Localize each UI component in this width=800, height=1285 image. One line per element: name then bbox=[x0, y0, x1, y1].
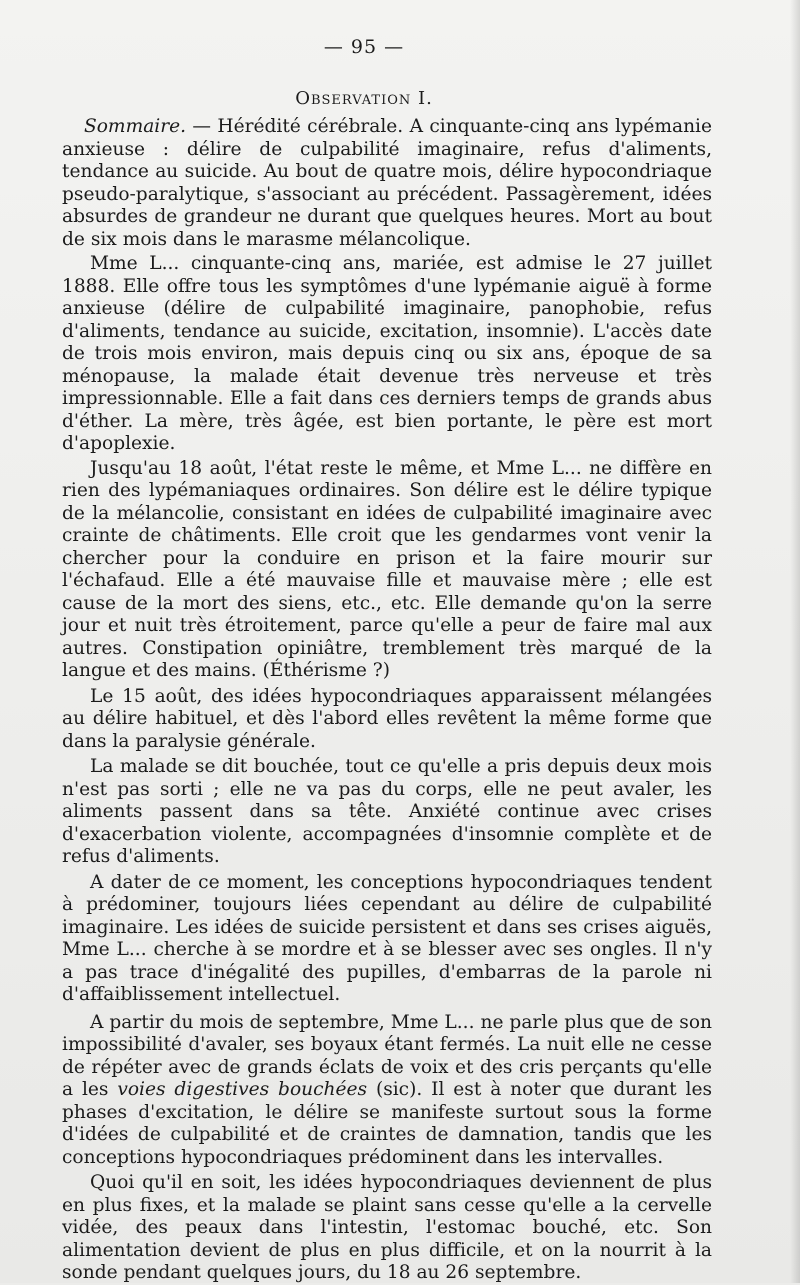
paragraph-august-18: Jusqu'au 18 août, l'état reste le même, et Mme L... ne diffère en rien des lypémaniaques ordinaires. Son délire est le délire typique de la mélancolie, consistant en idées de culpabilité imaginaire avec crainte de châtiments. Elle croit que les gendarmes vont venir la chercher pour la conduire en prison et la faire mourir sur l'échafaud. Elle a été mauvaise fille et mauvaise mère ; elle est cause de la mort des siens, etc., etc. Elle demande qu'on la serre jour et nuit très étroitement, parce qu'elle a peur de faire mal aux autres. Constipation opiniâtre, tremblement très marqué de la langue et des mains. (Éthérisme ?) bbox=[62, 457, 712, 681]
paragraph-hypocondriaque: A dater de ce moment, les conceptions hypocondriaques tendent à prédominer, toujours liées cependant au délire de culpabilité imaginaire. Les idées de suicide persistent et dans ses crises aiguës, Mme L... cherche à se mordre et à se blesser avec ses ongles. Il n'y a pas trace d'inégalité des pupilles, d'embarras de la parole ni d'affaiblissement intellectuel. bbox=[62, 871, 712, 1005]
paragraph-septembre-start: A partir du mois de septembre, Mme L... ne parle plus que de son impossibilité d'avaler, ses boyaux étant fermés. La nuit elle ne cesse de répéter avec de grands éclats de voix et des cris perçants qu'elle a les bbox=[62, 1011, 712, 1100]
italic-phrase: voies digestives bouchées bbox=[117, 1079, 368, 1100]
paragraph-septembre-end: (sic). Il est à noter que durant les phases d'excitation, le délire se manifeste surtout sous la forme d'idées de culpabilité et de craintes de damnation, tandis que les conceptions hypocondriaques prédominent dans les intervalles. bbox=[62, 1079, 712, 1168]
summary-text: — Hérédité cérébrale. A cinquante-cinq ans lypémanie anxieuse : délire de culpabilité imaginaire, refus d'aliments, tendance au suicide. Au bout de quatre mois, délire hypocondriaque pseudo-paralytique, s'associant au précédent. Passagèrement, idées absurdes de grandeur ne durant que quelques heures. Mort au bout de six mois dans le marasme mélancolique. bbox=[62, 116, 712, 250]
summary-paragraph bbox=[62, 116, 712, 251]
paragraph-august-15: Le 15 août, des idées hypocondriaques apparaissent mélangées au délire habituel, et dès l'abord elles revêtent la même forme que dans la paralysie générale. bbox=[62, 685, 712, 752]
paragraph-admission: Mme L... cinquante-cinq ans, mariée, est admise le 27 juillet 1888. Elle offre tous les symptômes d'une lypémanie aiguë à forme anxieuse (délire de culpabilité imaginaire, panophobie, refus d'aliments, tendance au suicide, excitation, insomnie). L'accès date de trois mois environ, mais depuis cinq ou six ans, époque de sa ménopause, la malade était devenue très nerveuse et très impressionnable. Elle a fait dans ces derniers temps de grands abus d'éther. La mère, très âgée, est bien portante, le père est mort d'apoplexie. bbox=[62, 253, 712, 454]
paragraph-bouchee: La malade se dit bouchée, tout ce qu'elle a pris depuis deux mois n'est pas sorti ; elle ne va pas du corps, elle ne peut avaler, les aliments passent dans sa tête. Anxiété continue avec crises d'exacerbation violente, accompagnées d'insomnie complète et de refus d'aliments. bbox=[62, 756, 712, 867]
body-text bbox=[62, 116, 712, 1285]
paragraph-final: Quoi qu'il en soit, les idées hypocondriaques deviennent de plus en plus fixes, et la malade se plaint sans cesse qu'elle a la cervelle vidée, des peaux dans l'intestin, l'estomac bouché, etc. Son alimentation devient de plus en plus difficile, et on la nourrit à la sonde pendant quelques jours, du 18 au 26 septembre. bbox=[62, 1172, 712, 1283]
paragraph-septembre bbox=[62, 1012, 712, 1170]
observation-title: Observation I. bbox=[295, 88, 433, 109]
page-number: — 95 — bbox=[323, 36, 405, 58]
summary-label: Sommaire. bbox=[84, 116, 187, 137]
